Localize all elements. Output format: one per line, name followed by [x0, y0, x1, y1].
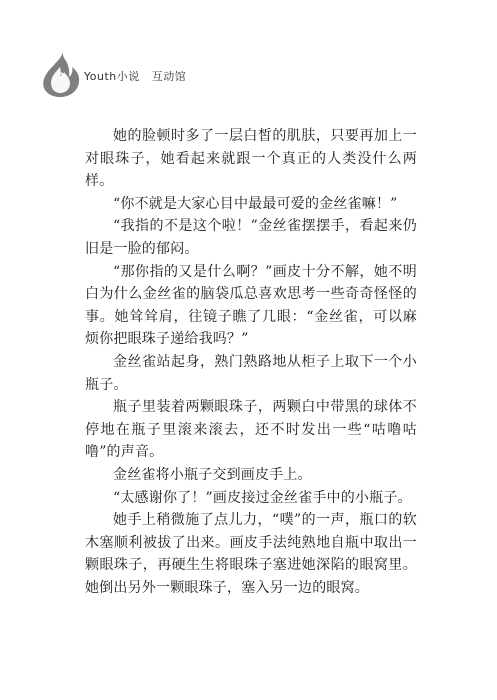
page-number: 2 — [57, 72, 65, 82]
page-header — [38, 48, 298, 98]
paragraph: “太感谢你了！”画皮接过金丝雀手中的小瓶子。 — [113, 489, 412, 506]
paragraph: 瓶子里装着两颗眼珠子，两颗白中带黑的球体不停地在瓶子里滚来滚去，还不时发出一些“咕噜咕噜”的声音。 — [85, 399, 417, 461]
story-text — [85, 125, 417, 599]
paragraph: “我指的不是这个啦！”金丝雀摆摆手，看起来仍旧是一脸的郁闷。 — [85, 218, 417, 257]
paragraph: 她手上稍微施了点儿力，“噗”的一声，瓶口的软木塞顺利被拔了出来。画皮手法纯熟地自瓶中取出一颗眼珠子，再硬生生将眼珠子塞进她深陷的眼窝里。她倒出另外一颗眼珠子，塞入另一边的眼窝。 — [85, 512, 417, 596]
paragraph: 金丝雀站起身，熟门熟路地从柜子上取下一个小瓶子。 — [85, 353, 417, 393]
paragraph: 她的脸顿时多了一层白皙的肌肤，只要再加上一对眼珠子，她看起来就跟一个真正的人类没什么两样。 — [85, 128, 417, 190]
paragraph: “那你指的又是什么啊？”画皮十分不解，她不明白为什么金丝雀的脑袋瓜总喜欢思考一些奇奇怪怪的事。她耸耸肩，往镜子瞧了几眼：“金丝雀，可以麻烦你把眼珠子递给我吗？” — [85, 263, 417, 348]
paragraph: “你不就是大家心目中最最可爱的金丝雀嘛！” — [113, 195, 398, 212]
running-title — [84, 68, 186, 84]
series-name: Youth小说 — [84, 70, 140, 83]
paragraph: 金丝雀将小瓶子交到画皮手上。 — [113, 466, 312, 483]
section-name: 互动馆 — [151, 70, 187, 83]
